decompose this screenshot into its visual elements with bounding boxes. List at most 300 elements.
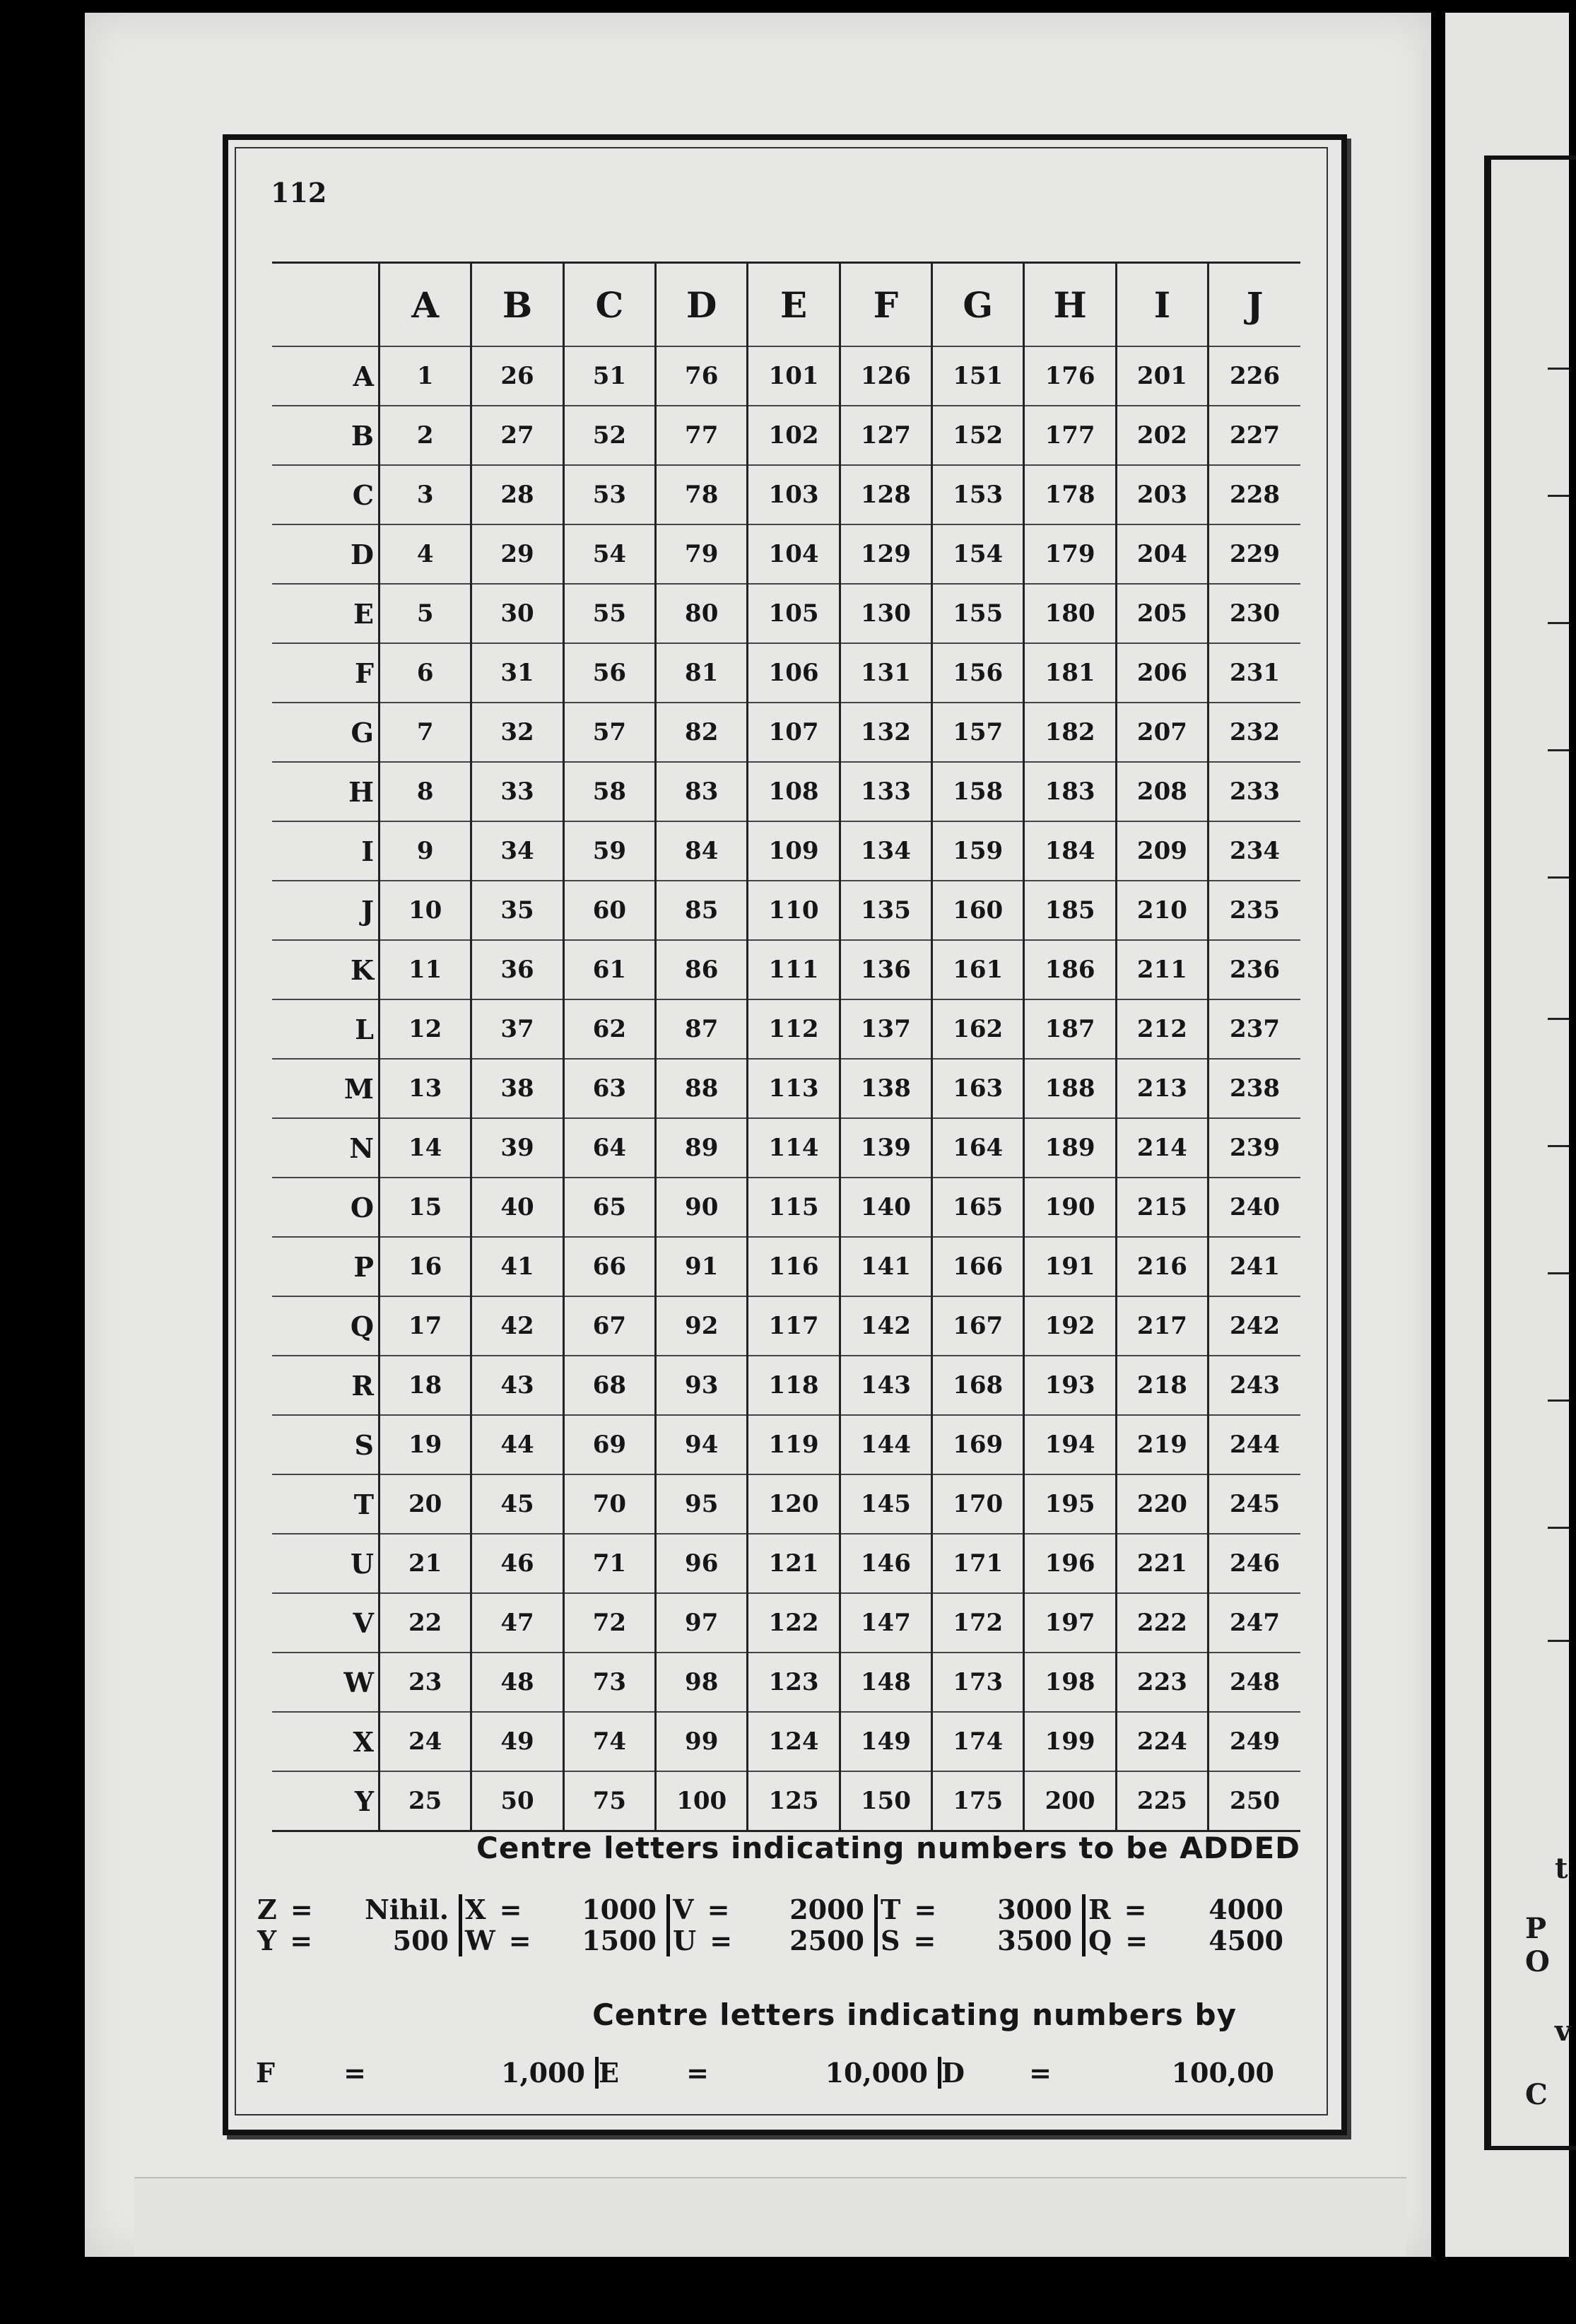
table-cell: 114 bbox=[748, 1118, 840, 1178]
table-cell: 83 bbox=[656, 762, 748, 821]
adjacent-page-letter: t bbox=[1555, 1852, 1568, 1885]
table-cell: 191 bbox=[1024, 1237, 1116, 1296]
table-cell: 72 bbox=[563, 1593, 655, 1653]
table-cell: 142 bbox=[840, 1296, 931, 1356]
table-cell: 145 bbox=[840, 1474, 931, 1534]
legend-entry bbox=[465, 1894, 657, 1925]
table-cell: 64 bbox=[563, 1118, 655, 1178]
table-cell: 169 bbox=[932, 1415, 1024, 1474]
table-cell: 30 bbox=[471, 584, 563, 643]
table-cell: 90 bbox=[656, 1178, 748, 1237]
table-cell: 160 bbox=[932, 881, 1024, 940]
table-cell: 236 bbox=[1209, 940, 1300, 999]
table-cell: 194 bbox=[1024, 1415, 1116, 1474]
adjacent-rule bbox=[1548, 749, 1569, 751]
table-cell: 136 bbox=[840, 940, 931, 999]
adjacent-page-letter: v bbox=[1555, 2014, 1572, 2048]
added-letters-legend bbox=[254, 1894, 1293, 1956]
table-cell: 192 bbox=[1024, 1296, 1116, 1356]
table-cell: 17 bbox=[380, 1296, 471, 1356]
column-header: G bbox=[932, 263, 1024, 347]
table-cell: 54 bbox=[563, 524, 655, 584]
table-cell: 8 bbox=[380, 762, 471, 821]
table-cell: 82 bbox=[656, 703, 748, 762]
table-cell: 94 bbox=[656, 1415, 748, 1474]
table-cell: 119 bbox=[748, 1415, 840, 1474]
table-cell: 86 bbox=[656, 940, 748, 999]
row-label: E bbox=[272, 584, 380, 643]
table-cell: 220 bbox=[1116, 1474, 1208, 1534]
multiplier-entry bbox=[256, 2057, 599, 2089]
table-cell: 158 bbox=[932, 762, 1024, 821]
table-cell: 126 bbox=[840, 346, 931, 406]
table-row bbox=[272, 1356, 1300, 1415]
table-cell: 165 bbox=[932, 1178, 1024, 1237]
multiplier-entry bbox=[941, 2057, 1284, 2089]
multiplier-value: 100,00 bbox=[1171, 2057, 1274, 2089]
table-cell: 12 bbox=[380, 999, 471, 1059]
table-cell: 230 bbox=[1209, 584, 1300, 643]
table-cell: 151 bbox=[932, 346, 1024, 406]
table-cell: 215 bbox=[1116, 1178, 1208, 1237]
table-cell: 250 bbox=[1209, 1771, 1300, 1831]
table-cell: 161 bbox=[932, 940, 1024, 999]
table-cell: 175 bbox=[932, 1771, 1024, 1831]
table-cell: 105 bbox=[748, 584, 840, 643]
table-cell: 115 bbox=[748, 1178, 840, 1237]
table-cell: 187 bbox=[1024, 999, 1116, 1059]
legend-entry bbox=[1088, 1894, 1283, 1925]
table-cell: 214 bbox=[1116, 1118, 1208, 1178]
row-label: T bbox=[272, 1474, 380, 1534]
adjacent-page-frame bbox=[1484, 155, 1576, 2150]
table-row bbox=[272, 1474, 1300, 1534]
table-row bbox=[272, 1593, 1300, 1653]
table-cell: 23 bbox=[380, 1653, 471, 1712]
table-cell: 6 bbox=[380, 643, 471, 703]
multiplier-letter: E bbox=[599, 2057, 619, 2089]
adjacent-rule bbox=[1548, 876, 1569, 879]
table-cell: 209 bbox=[1116, 821, 1208, 881]
table-cell: 84 bbox=[656, 821, 748, 881]
table-cell: 52 bbox=[563, 406, 655, 465]
table-cell: 129 bbox=[840, 524, 931, 584]
table-row bbox=[272, 406, 1300, 465]
table-cell: 231 bbox=[1209, 643, 1300, 703]
table-cell: 212 bbox=[1116, 999, 1208, 1059]
table-cell: 71 bbox=[563, 1534, 655, 1593]
table-cell: 118 bbox=[748, 1356, 840, 1415]
table-cell: 113 bbox=[748, 1059, 840, 1118]
table-cell: 193 bbox=[1024, 1356, 1116, 1415]
row-label: G bbox=[272, 703, 380, 762]
table-cell: 35 bbox=[471, 881, 563, 940]
table-row bbox=[272, 1118, 1300, 1178]
legend-equals: = bbox=[707, 1894, 730, 1925]
row-label: Y bbox=[272, 1771, 380, 1831]
legend-entry bbox=[257, 1925, 449, 1956]
table-cell: 170 bbox=[932, 1474, 1024, 1534]
table-cell: 85 bbox=[656, 881, 748, 940]
table-row bbox=[272, 465, 1300, 524]
legend-value: 500 bbox=[392, 1925, 449, 1956]
table-cell: 152 bbox=[932, 406, 1024, 465]
table-cell: 183 bbox=[1024, 762, 1116, 821]
table-row bbox=[272, 881, 1300, 940]
column-header: H bbox=[1024, 263, 1116, 347]
row-label: J bbox=[272, 881, 380, 940]
table-cell: 4 bbox=[380, 524, 471, 584]
legend-equals: = bbox=[1125, 1925, 1148, 1956]
table-cell: 179 bbox=[1024, 524, 1116, 584]
table-cell: 112 bbox=[748, 999, 840, 1059]
legend-equals: = bbox=[499, 1894, 522, 1925]
table-cell: 110 bbox=[748, 881, 840, 940]
table-cell: 224 bbox=[1116, 1712, 1208, 1771]
table-cell: 207 bbox=[1116, 703, 1208, 762]
table-cell: 222 bbox=[1116, 1593, 1208, 1653]
page-bottom-edge bbox=[134, 2177, 1406, 2256]
table-cell: 89 bbox=[656, 1118, 748, 1178]
legend-value: 3000 bbox=[997, 1894, 1072, 1925]
table-cell: 123 bbox=[748, 1653, 840, 1712]
table-cell: 141 bbox=[840, 1237, 931, 1296]
table-cell: 98 bbox=[656, 1653, 748, 1712]
table-cell: 127 bbox=[840, 406, 931, 465]
table-cell: 143 bbox=[840, 1356, 931, 1415]
table-cell: 44 bbox=[471, 1415, 563, 1474]
legend-value: 1500 bbox=[582, 1925, 657, 1956]
adjacent-rule bbox=[1548, 1640, 1569, 1642]
row-label: Q bbox=[272, 1296, 380, 1356]
table-cell: 226 bbox=[1209, 346, 1300, 406]
table-cell: 24 bbox=[380, 1712, 471, 1771]
table-cell: 210 bbox=[1116, 881, 1208, 940]
table-cell: 166 bbox=[932, 1237, 1024, 1296]
table-cell: 63 bbox=[563, 1059, 655, 1118]
table-cell: 62 bbox=[563, 999, 655, 1059]
table-cell: 28 bbox=[471, 465, 563, 524]
row-label: B bbox=[272, 406, 380, 465]
legend-entry bbox=[1088, 1925, 1283, 1956]
table-cell: 108 bbox=[748, 762, 840, 821]
row-label: C bbox=[272, 465, 380, 524]
table-cell: 206 bbox=[1116, 643, 1208, 703]
legend-entry bbox=[257, 1894, 449, 1925]
table-cell: 32 bbox=[471, 703, 563, 762]
table-cell: 202 bbox=[1116, 406, 1208, 465]
table-cell: 16 bbox=[380, 1237, 471, 1296]
table-cell: 132 bbox=[840, 703, 931, 762]
multiplier-equals: = bbox=[686, 2057, 709, 2089]
legend-value: 1000 bbox=[582, 1894, 657, 1925]
table-cell: 181 bbox=[1024, 643, 1116, 703]
table-cell: 223 bbox=[1116, 1653, 1208, 1712]
table-cell: 103 bbox=[748, 465, 840, 524]
row-label: P bbox=[272, 1237, 380, 1296]
multiplier-value: 1,000 bbox=[501, 2057, 585, 2089]
table-cell: 228 bbox=[1209, 465, 1300, 524]
row-label: N bbox=[272, 1118, 380, 1178]
multiplier-equals: = bbox=[1029, 2057, 1052, 2089]
table-cell: 176 bbox=[1024, 346, 1116, 406]
table-cell: 117 bbox=[748, 1296, 840, 1356]
table-cell: 240 bbox=[1209, 1178, 1300, 1237]
legend-letter: U bbox=[673, 1925, 697, 1956]
table-cell: 134 bbox=[840, 821, 931, 881]
legend-entry bbox=[881, 1925, 1072, 1956]
multiplier-entry bbox=[599, 2057, 941, 2089]
table-row bbox=[272, 940, 1300, 999]
table-cell: 41 bbox=[471, 1237, 563, 1296]
adjacent-rule bbox=[1548, 495, 1569, 497]
table-row bbox=[272, 1296, 1300, 1356]
adjacent-rule bbox=[1548, 1399, 1569, 1402]
added-legend-column bbox=[254, 1894, 462, 1956]
table-cell: 102 bbox=[748, 406, 840, 465]
table-cell: 155 bbox=[932, 584, 1024, 643]
table-row bbox=[272, 821, 1300, 881]
table-cell: 186 bbox=[1024, 940, 1116, 999]
row-label: F bbox=[272, 643, 380, 703]
row-label: M bbox=[272, 1059, 380, 1118]
table-cell: 188 bbox=[1024, 1059, 1116, 1118]
column-header: E bbox=[748, 263, 840, 347]
table-cell: 76 bbox=[656, 346, 748, 406]
table-body bbox=[272, 346, 1300, 1831]
table-cell: 245 bbox=[1209, 1474, 1300, 1534]
page-number: 112 bbox=[271, 177, 327, 209]
row-label: S bbox=[272, 1415, 380, 1474]
multiplier-letter: F bbox=[256, 2057, 275, 2089]
table-cell: 96 bbox=[656, 1534, 748, 1593]
table-cell: 53 bbox=[563, 465, 655, 524]
table-cell: 140 bbox=[840, 1178, 931, 1237]
table-row bbox=[272, 1712, 1300, 1771]
table-cell: 122 bbox=[748, 1593, 840, 1653]
table-cell: 68 bbox=[563, 1356, 655, 1415]
table-cell: 234 bbox=[1209, 821, 1300, 881]
table-cell: 67 bbox=[563, 1296, 655, 1356]
table-cell: 19 bbox=[380, 1415, 471, 1474]
table-cell: 135 bbox=[840, 881, 931, 940]
table-cell: 74 bbox=[563, 1712, 655, 1771]
table-cell: 125 bbox=[748, 1771, 840, 1831]
legend-value: 4000 bbox=[1209, 1894, 1283, 1925]
adjacent-page-letter: C bbox=[1525, 2078, 1548, 2111]
table-cell: 36 bbox=[471, 940, 563, 999]
table-cell: 156 bbox=[932, 643, 1024, 703]
row-label: H bbox=[272, 762, 380, 821]
table-cell: 163 bbox=[932, 1059, 1024, 1118]
table-cell: 159 bbox=[932, 821, 1024, 881]
table-cell: 233 bbox=[1209, 762, 1300, 821]
table-cell: 239 bbox=[1209, 1118, 1300, 1178]
table-cell: 27 bbox=[471, 406, 563, 465]
table-cell: 213 bbox=[1116, 1059, 1208, 1118]
table-cell: 91 bbox=[656, 1237, 748, 1296]
table-cell: 26 bbox=[471, 346, 563, 406]
table-row bbox=[272, 1534, 1300, 1593]
table-cell: 37 bbox=[471, 999, 563, 1059]
table-cell: 58 bbox=[563, 762, 655, 821]
table-cell: 157 bbox=[932, 703, 1024, 762]
table-cell: 204 bbox=[1116, 524, 1208, 584]
row-label: W bbox=[272, 1653, 380, 1712]
added-legend-column bbox=[1086, 1894, 1293, 1956]
row-label: X bbox=[272, 1712, 380, 1771]
legend-value: 3500 bbox=[997, 1925, 1072, 1956]
table-cell: 43 bbox=[471, 1356, 563, 1415]
table-cell: 14 bbox=[380, 1118, 471, 1178]
row-label: D bbox=[272, 524, 380, 584]
legend-equals: = bbox=[914, 1894, 937, 1925]
added-letters-heading: Centre letters indicating numbers to be ADDED bbox=[476, 1831, 1300, 1865]
table-cell: 225 bbox=[1116, 1771, 1208, 1831]
multiplier-letters-heading: Centre letters indicating numbers by bbox=[592, 1997, 1237, 2032]
table-row bbox=[272, 643, 1300, 703]
table-cell: 21 bbox=[380, 1534, 471, 1593]
added-legend-column bbox=[462, 1894, 670, 1956]
table-cell: 221 bbox=[1116, 1534, 1208, 1593]
letter-number-table bbox=[272, 262, 1300, 1832]
table-cell: 154 bbox=[932, 524, 1024, 584]
legend-letter: Z bbox=[257, 1894, 277, 1925]
legend-value: Nihil. bbox=[365, 1894, 449, 1925]
table-cell: 218 bbox=[1116, 1356, 1208, 1415]
table-cell: 9 bbox=[380, 821, 471, 881]
legend-value: 4500 bbox=[1209, 1925, 1283, 1956]
legend-letter: S bbox=[881, 1925, 900, 1956]
adjacent-rule bbox=[1548, 1145, 1569, 1147]
table-cell: 50 bbox=[471, 1771, 563, 1831]
table-cell: 131 bbox=[840, 643, 931, 703]
table-cell: 22 bbox=[380, 1593, 471, 1653]
table-cell: 139 bbox=[840, 1118, 931, 1178]
table-row bbox=[272, 524, 1300, 584]
table-cell: 65 bbox=[563, 1178, 655, 1237]
legend-value: 2500 bbox=[789, 1925, 864, 1956]
table-cell: 73 bbox=[563, 1653, 655, 1712]
table-cell: 13 bbox=[380, 1059, 471, 1118]
table-cell: 39 bbox=[471, 1118, 563, 1178]
table-cell: 107 bbox=[748, 703, 840, 762]
table-cell: 120 bbox=[748, 1474, 840, 1534]
legend-letter: V bbox=[673, 1894, 694, 1925]
adjacent-rule bbox=[1548, 622, 1569, 624]
table-cell: 248 bbox=[1209, 1653, 1300, 1712]
table-cell: 167 bbox=[932, 1296, 1024, 1356]
table-cell: 87 bbox=[656, 999, 748, 1059]
table-cell: 247 bbox=[1209, 1593, 1300, 1653]
table-cell: 200 bbox=[1024, 1771, 1116, 1831]
table-cell: 180 bbox=[1024, 584, 1116, 643]
table-cell: 227 bbox=[1209, 406, 1300, 465]
legend-letter: R bbox=[1088, 1894, 1111, 1925]
table-cell: 241 bbox=[1209, 1237, 1300, 1296]
table-cell: 66 bbox=[563, 1237, 655, 1296]
table-cell: 47 bbox=[471, 1593, 563, 1653]
table-header-row bbox=[272, 263, 1300, 347]
table-cell: 33 bbox=[471, 762, 563, 821]
column-header: J bbox=[1209, 263, 1300, 347]
table-cell: 146 bbox=[840, 1534, 931, 1593]
multiplier-equals: = bbox=[343, 2057, 366, 2089]
table-cell: 147 bbox=[840, 1593, 931, 1653]
table-row bbox=[272, 1237, 1300, 1296]
table-cell: 197 bbox=[1024, 1593, 1116, 1653]
table-cell: 29 bbox=[471, 524, 563, 584]
table-cell: 18 bbox=[380, 1356, 471, 1415]
table-cell: 34 bbox=[471, 821, 563, 881]
table-cell: 78 bbox=[656, 465, 748, 524]
table-cell: 185 bbox=[1024, 881, 1116, 940]
table-cell: 173 bbox=[932, 1653, 1024, 1712]
table-cell: 168 bbox=[932, 1356, 1024, 1415]
table-cell: 130 bbox=[840, 584, 931, 643]
table-cell: 31 bbox=[471, 643, 563, 703]
table-cell: 144 bbox=[840, 1415, 931, 1474]
table-cell: 246 bbox=[1209, 1534, 1300, 1593]
table-cell: 243 bbox=[1209, 1356, 1300, 1415]
table-cell: 208 bbox=[1116, 762, 1208, 821]
row-label: R bbox=[272, 1356, 380, 1415]
table-row bbox=[272, 346, 1300, 406]
table-cell: 48 bbox=[471, 1653, 563, 1712]
table-cell: 211 bbox=[1116, 940, 1208, 999]
table-cell: 178 bbox=[1024, 465, 1116, 524]
row-label: U bbox=[272, 1534, 380, 1593]
table-cell: 77 bbox=[656, 406, 748, 465]
column-header: B bbox=[471, 263, 563, 347]
column-header: D bbox=[656, 263, 748, 347]
legend-letter: T bbox=[881, 1894, 901, 1925]
table-cell: 216 bbox=[1116, 1237, 1208, 1296]
adjacent-rule bbox=[1548, 368, 1569, 370]
legend-entry bbox=[673, 1925, 864, 1956]
table-cell: 153 bbox=[932, 465, 1024, 524]
table-cell: 2 bbox=[380, 406, 471, 465]
table-cell: 244 bbox=[1209, 1415, 1300, 1474]
table-row bbox=[272, 999, 1300, 1059]
table-cell: 10 bbox=[380, 881, 471, 940]
table-cell: 249 bbox=[1209, 1712, 1300, 1771]
table-cell: 51 bbox=[563, 346, 655, 406]
table-cell: 196 bbox=[1024, 1534, 1116, 1593]
table-cell: 184 bbox=[1024, 821, 1116, 881]
table-cell: 49 bbox=[471, 1712, 563, 1771]
added-legend-column bbox=[670, 1894, 878, 1956]
legend-equals: = bbox=[290, 1894, 313, 1925]
row-label: I bbox=[272, 821, 380, 881]
table-cell: 124 bbox=[748, 1712, 840, 1771]
table-cell: 81 bbox=[656, 643, 748, 703]
table-row bbox=[272, 584, 1300, 643]
column-header: C bbox=[563, 263, 655, 347]
table-cell: 25 bbox=[380, 1771, 471, 1831]
table-cell: 189 bbox=[1024, 1118, 1116, 1178]
table-cell: 56 bbox=[563, 643, 655, 703]
table-cell: 162 bbox=[932, 999, 1024, 1059]
table-cell: 235 bbox=[1209, 881, 1300, 940]
table-cell: 45 bbox=[471, 1474, 563, 1534]
column-header: I bbox=[1116, 263, 1208, 347]
table-cell: 171 bbox=[932, 1534, 1024, 1593]
table-cell: 128 bbox=[840, 465, 931, 524]
legend-equals: = bbox=[1124, 1894, 1147, 1925]
legend-equals: = bbox=[710, 1925, 733, 1956]
legend-letter: W bbox=[465, 1925, 495, 1956]
